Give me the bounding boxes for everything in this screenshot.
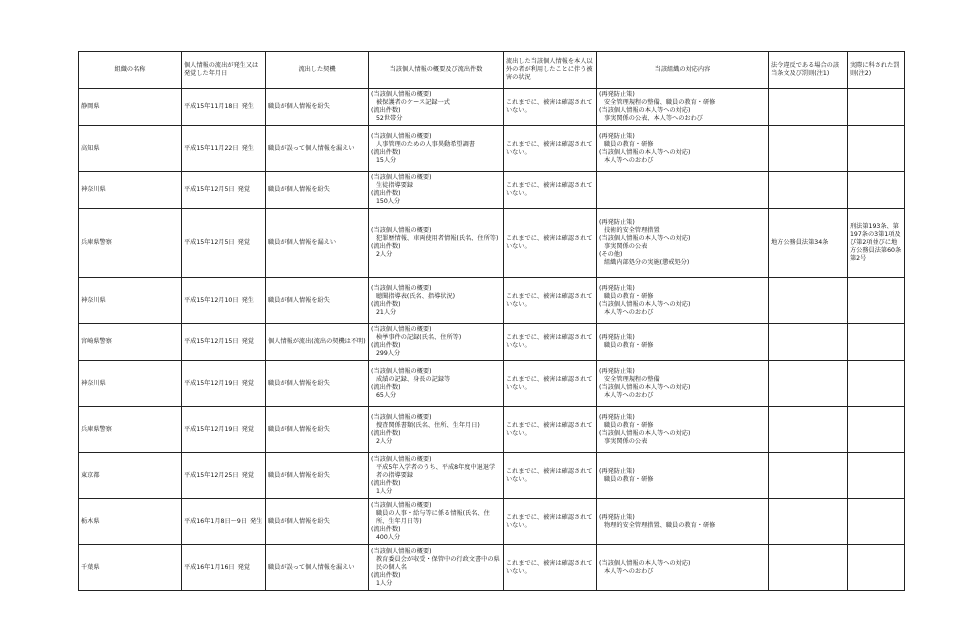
summary-line: (当該個人情報の概要) bbox=[371, 132, 432, 140]
response-line: 技術的安全管理措置 bbox=[604, 227, 660, 234]
damage-cell: これまでに、被害は確認されていない。 bbox=[504, 545, 597, 591]
summary-line: (流出件数) bbox=[371, 429, 401, 437]
date-cell bbox=[182, 209, 266, 278]
date-cell bbox=[182, 499, 266, 545]
penalty-cell bbox=[848, 499, 905, 545]
date-cell bbox=[182, 545, 266, 591]
summary-line: (流出件数) bbox=[371, 342, 401, 349]
response-line: (当該個人情報の本人等への対応) bbox=[599, 148, 691, 156]
date-text: 平成15年12月19日 bbox=[184, 425, 239, 433]
summary-line: (当該個人情報の概要) bbox=[371, 501, 432, 509]
trigger-cell: 職員が誤って個人情報を漏えい bbox=[266, 545, 369, 591]
trigger-cell: 職員が個人情報を紛失 bbox=[266, 407, 369, 453]
damage-cell: これまでに、被害は確認されていない。 bbox=[504, 209, 597, 278]
trigger-cell: 職員が誤って個人情報を漏えい bbox=[266, 126, 369, 172]
org-cell: 神奈川県 bbox=[79, 361, 182, 407]
response-cell bbox=[597, 453, 769, 499]
trigger-cell: 職員が個人情報を紛失 bbox=[266, 278, 369, 324]
penalty-cell bbox=[848, 126, 905, 172]
summary-line: (当該個人情報の概要) bbox=[371, 455, 432, 463]
summary-line: 400人分 bbox=[376, 533, 401, 541]
response-line: (再発防止策) bbox=[599, 467, 635, 475]
date-cell bbox=[182, 324, 266, 361]
response-line: (再発防止策) bbox=[599, 334, 635, 341]
document-page bbox=[78, 51, 904, 591]
status-text: 発覚 bbox=[237, 239, 250, 246]
summary-line: 21人分 bbox=[376, 308, 397, 316]
status-text: 発生 bbox=[250, 517, 263, 525]
summary-line: (流出件数) bbox=[371, 479, 401, 487]
header-org: 組織の名称 bbox=[79, 52, 182, 89]
date-cell bbox=[182, 126, 266, 172]
org-cell: 東京都 bbox=[79, 453, 182, 499]
date-cell bbox=[182, 361, 266, 407]
response-line: 本人等へのおわび bbox=[604, 308, 654, 316]
header-row bbox=[79, 52, 905, 89]
response-cell bbox=[597, 361, 769, 407]
response-cell bbox=[597, 278, 769, 324]
response-line: 職員の教育・研修 bbox=[604, 421, 654, 429]
header-law: 法令違反である場合の該当条文及び罰則(注1) bbox=[769, 52, 848, 89]
summary-line: 生徒指導要録 bbox=[376, 182, 414, 189]
response-line: 職員の教育・研修 bbox=[604, 140, 654, 148]
date-text: 平成16年1月8日～9日 bbox=[184, 517, 247, 525]
status-text: 発生 bbox=[241, 296, 254, 304]
table-row bbox=[79, 361, 905, 407]
summary-line: 65人分 bbox=[376, 391, 397, 399]
response-line: 事実関係の公表、本人等へのおわび bbox=[604, 115, 703, 122]
penalty-cell bbox=[848, 361, 905, 407]
response-line: 組織内部処分の実施(懲戒処分) bbox=[604, 259, 690, 266]
table-row bbox=[79, 278, 905, 324]
response-cell bbox=[597, 545, 769, 591]
summary-line: 2人分 bbox=[376, 437, 393, 445]
trigger-cell: 個人情報が流出(流出の契機は不明) bbox=[266, 324, 369, 361]
header-response: 当該組織の対応内容 bbox=[597, 52, 769, 89]
header-trigger: 流出した契機 bbox=[266, 52, 369, 89]
date-text: 平成15年12月5日 bbox=[184, 239, 235, 246]
law-cell bbox=[769, 453, 848, 499]
response-cell bbox=[597, 407, 769, 453]
response-line: (当該個人情報の本人等への対応) bbox=[599, 300, 691, 308]
response-line: (当該個人情報の本人等への対応) bbox=[599, 235, 691, 242]
leak-incident-table bbox=[78, 51, 905, 591]
status-text: 発覚 bbox=[237, 563, 250, 571]
damage-cell: これまでに、被害は確認されていない。 bbox=[504, 499, 597, 545]
penalty-cell bbox=[848, 172, 905, 209]
response-line: 職員の教育・研修 bbox=[604, 475, 654, 483]
summary-line: 15人分 bbox=[376, 156, 397, 164]
damage-cell: これまでに、被害は確認されていない。 bbox=[504, 89, 597, 126]
response-cell bbox=[597, 324, 769, 361]
summary-line: (流出件数) bbox=[371, 571, 401, 579]
status-text: 発覚 bbox=[237, 186, 250, 193]
date-text: 平成15年12月25日 bbox=[184, 471, 239, 479]
response-cell bbox=[597, 209, 769, 278]
damage-cell: これまでに、被害は確認されていない。 bbox=[504, 407, 597, 453]
summary-line: 職員の人事・給与等に係る情報(氏名、住所、生年月日等) bbox=[376, 509, 490, 525]
trigger-cell: 職員が個人情報を紛失 bbox=[266, 172, 369, 209]
penalty-cell bbox=[848, 545, 905, 591]
header-penalty: 実際に科された罰則(注2) bbox=[848, 52, 905, 89]
summary-line: (当該個人情報の概要) bbox=[371, 227, 432, 234]
summary-line: 平成5年入学者のうち、平成8年度中退退学者の指導要録 bbox=[376, 463, 496, 479]
summary-line: 1人分 bbox=[376, 579, 393, 587]
header-damage: 流出した当該個人情報を本人以外の者が利用したことに伴う被害の状況 bbox=[504, 52, 597, 89]
date-text: 平成15年11月18日 bbox=[184, 103, 239, 110]
date-cell bbox=[182, 278, 266, 324]
response-line: (再発防止策) bbox=[599, 284, 635, 292]
table-row bbox=[79, 172, 905, 209]
law-cell bbox=[769, 545, 848, 591]
response-line: 職員の教育・研修 bbox=[604, 342, 654, 349]
summary-line: (当該個人情報の概要) bbox=[371, 91, 432, 98]
law-cell bbox=[769, 278, 848, 324]
summary-line: (流出件数) bbox=[371, 525, 401, 533]
status-text: 発覚 bbox=[241, 425, 254, 433]
summary-cell bbox=[369, 126, 504, 172]
summary-cell bbox=[369, 545, 504, 591]
penalty-cell bbox=[848, 324, 905, 361]
response-line: 安全管理規程の整備 bbox=[604, 375, 660, 383]
org-cell: 静岡県 bbox=[79, 89, 182, 126]
org-cell: 兵庫県警察 bbox=[79, 407, 182, 453]
header-summary: 当該個人情報の概要及び流出件数 bbox=[369, 52, 504, 89]
summary-cell bbox=[369, 499, 504, 545]
damage-cell: これまでに、被害は確認されていない。 bbox=[504, 278, 597, 324]
date-cell bbox=[182, 407, 266, 453]
summary-line: 犯罪歴情報、車両使用者情報(氏名、住所等) bbox=[376, 235, 499, 242]
summary-line: 150人分 bbox=[376, 198, 401, 205]
org-cell: 神奈川県 bbox=[79, 278, 182, 324]
penalty-cell bbox=[848, 453, 905, 499]
trigger-cell: 職員が個人情報を漏えい bbox=[266, 209, 369, 278]
response-line: (当該個人情報の本人等への対応) bbox=[599, 107, 691, 114]
damage-cell: これまでに、被害は確認されていない。 bbox=[504, 324, 597, 361]
table-row bbox=[79, 324, 905, 361]
trigger-cell: 職員が個人情報を紛失 bbox=[266, 499, 369, 545]
response-line: 本人等へのおわび bbox=[604, 567, 654, 575]
summary-line: (流出件数) bbox=[371, 190, 401, 197]
date-text: 平成15年11月22日 bbox=[184, 144, 239, 152]
penalty-cell bbox=[848, 407, 905, 453]
response-line: (再発防止策) bbox=[599, 513, 635, 521]
table-row bbox=[79, 545, 905, 591]
response-line: (当該個人情報の本人等への対応) bbox=[599, 383, 691, 391]
response-cell bbox=[597, 499, 769, 545]
status-text: 発生 bbox=[241, 103, 254, 110]
summary-line: 教育委員会が収受・保管中の行政文書中の県民の個人名 bbox=[376, 555, 500, 571]
penalty-cell: 刑法第193条、第197条の3第1項及び第2項並びに地方公務員法第60条第2号 bbox=[848, 209, 905, 278]
penalty-cell bbox=[848, 278, 905, 324]
summary-cell bbox=[369, 278, 504, 324]
response-line: 事実関係の公表 bbox=[604, 437, 648, 445]
summary-cell bbox=[369, 453, 504, 499]
response-line: (再発防止策) bbox=[599, 219, 635, 226]
table-row bbox=[79, 407, 905, 453]
summary-line: 52世帯分 bbox=[376, 115, 403, 122]
law-cell bbox=[769, 89, 848, 126]
org-cell: 兵庫県警察 bbox=[79, 209, 182, 278]
summary-line: (当該個人情報の概要) bbox=[371, 326, 432, 333]
law-cell bbox=[769, 324, 848, 361]
summary-line: (当該個人情報の概要) bbox=[371, 547, 432, 555]
summary-line: (流出件数) bbox=[371, 243, 401, 250]
trigger-cell: 職員が個人情報を紛失 bbox=[266, 453, 369, 499]
date-text: 平成15年12月19日 bbox=[184, 379, 239, 387]
summary-cell bbox=[369, 209, 504, 278]
summary-line: 299人分 bbox=[376, 350, 401, 357]
summary-cell bbox=[369, 89, 504, 126]
summary-line: (当該個人情報の概要) bbox=[371, 174, 432, 181]
date-text: 平成15年12月5日 bbox=[184, 186, 235, 193]
response-line: (再発防止策) bbox=[599, 91, 635, 98]
summary-line: 検挙事件の記録(氏名、住所等) bbox=[376, 334, 462, 341]
summary-cell bbox=[369, 324, 504, 361]
response-cell bbox=[597, 89, 769, 126]
summary-cell bbox=[369, 361, 504, 407]
trigger-cell: 職員が個人情報を紛失 bbox=[266, 89, 369, 126]
org-cell: 千葉県 bbox=[79, 545, 182, 591]
status-text: 発覚 bbox=[241, 338, 254, 345]
table-row bbox=[79, 499, 905, 545]
date-cell bbox=[182, 172, 266, 209]
law-cell bbox=[769, 126, 848, 172]
law-cell bbox=[769, 499, 848, 545]
table-row bbox=[79, 89, 905, 126]
summary-line: (当該個人情報の概要) bbox=[371, 367, 432, 375]
summary-line: (流出件数) bbox=[371, 107, 401, 114]
response-line: (その他) bbox=[599, 251, 623, 258]
status-text: 発覚 bbox=[241, 471, 254, 479]
summary-cell bbox=[369, 172, 504, 209]
org-cell: 神奈川県 bbox=[79, 172, 182, 209]
response-cell bbox=[597, 172, 769, 209]
response-cell bbox=[597, 126, 769, 172]
date-text: 平成15年12月15日 bbox=[184, 338, 239, 345]
law-cell bbox=[769, 407, 848, 453]
response-line: (当該個人情報の本人等への対応) bbox=[599, 429, 691, 437]
response-line: 本人等へのおわび bbox=[604, 156, 654, 164]
response-line: (再発防止策) bbox=[599, 413, 635, 421]
summary-cell bbox=[369, 407, 504, 453]
response-line: 物理的安全管理措置、職員の教育・研修 bbox=[604, 521, 716, 529]
org-cell: 宮崎県警察 bbox=[79, 324, 182, 361]
law-cell bbox=[769, 361, 848, 407]
date-cell bbox=[182, 453, 266, 499]
summary-line: (流出件数) bbox=[371, 300, 401, 308]
response-line: 安全管理規程の整備、職員の教育・研修 bbox=[604, 99, 716, 106]
table-row bbox=[79, 453, 905, 499]
date-text: 平成16年1月16日 bbox=[184, 563, 235, 571]
damage-cell: これまでに、被害は確認されていない。 bbox=[504, 453, 597, 499]
summary-line: (流出件数) bbox=[371, 383, 401, 391]
damage-cell: これまでに、被害は確認されていない。 bbox=[504, 126, 597, 172]
table-row bbox=[79, 209, 905, 278]
response-line: (再発防止策) bbox=[599, 367, 635, 375]
penalty-cell bbox=[848, 89, 905, 126]
status-text: 発生 bbox=[241, 144, 254, 152]
header-date: 個人情報の流出が発生又は発覚した年月日 bbox=[182, 52, 266, 89]
summary-line: (当該個人情報の概要) bbox=[371, 284, 432, 292]
org-cell: 栃木県 bbox=[79, 499, 182, 545]
response-line: (再発防止策) bbox=[599, 132, 635, 140]
summary-line: 人事管理のための人事異動希望調書 bbox=[376, 140, 475, 148]
law-cell bbox=[769, 172, 848, 209]
summary-line: (当該個人情報の概要) bbox=[371, 413, 432, 421]
response-line: 本人等へのおわび bbox=[604, 391, 654, 399]
summary-line: 2人分 bbox=[376, 251, 393, 258]
summary-line: 捜査関係書類(氏名、住所、生年月日) bbox=[376, 421, 480, 429]
table-body bbox=[79, 89, 905, 591]
table-row bbox=[79, 126, 905, 172]
response-line: 事実関係の公表 bbox=[604, 243, 648, 250]
damage-cell: これまでに、被害は確認されていない。 bbox=[504, 361, 597, 407]
summary-line: 聴聞指導表(氏名、指導状況) bbox=[376, 292, 456, 300]
summary-line: 成績の記録、身長の記録等 bbox=[376, 375, 451, 383]
date-text: 平成15年12月10日 bbox=[184, 296, 239, 304]
response-line: (当該個人情報の本人等への対応) bbox=[599, 559, 691, 567]
summary-line: 1人分 bbox=[376, 487, 393, 495]
damage-cell: これまでに、被害は確認されていない。 bbox=[504, 172, 597, 209]
summary-line: 被保護者のケース記録一式 bbox=[376, 99, 450, 106]
org-cell: 高知県 bbox=[79, 126, 182, 172]
status-text: 発覚 bbox=[241, 379, 254, 387]
date-cell bbox=[182, 89, 266, 126]
trigger-cell: 職員が個人情報を紛失 bbox=[266, 361, 369, 407]
response-line: 職員の教育・研修 bbox=[604, 292, 654, 300]
law-cell: 地方公務員法第34条 bbox=[769, 209, 848, 278]
summary-line: (流出件数) bbox=[371, 148, 401, 156]
